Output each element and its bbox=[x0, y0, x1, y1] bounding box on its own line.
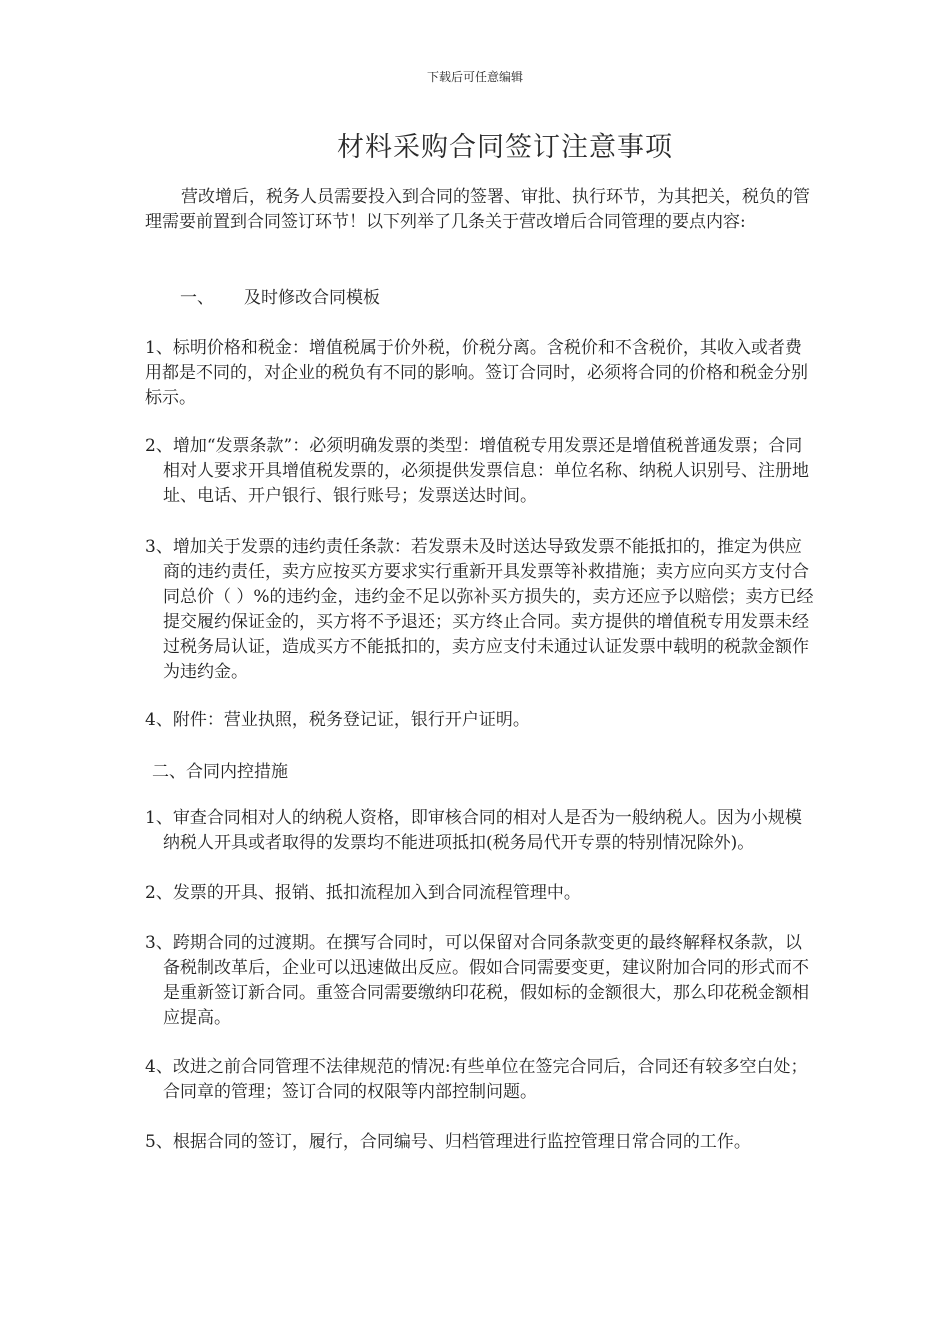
section-2-item-2: 2、发票的开具、报销、抵扣流程加入到合同流程管理中。 bbox=[145, 883, 581, 903]
document-title: 材料采购合同签订注意事项 bbox=[337, 132, 673, 163]
section-1-title: 及时修改合同模板 bbox=[244, 288, 380, 308]
section-2-heading: 二、合同内控措施 bbox=[152, 762, 288, 782]
section-1-number: 一、 bbox=[180, 288, 214, 308]
section-1-item-1: 1、标明价格和税金：增值税属于价外税，价税分离。含税价和不含税价，其收入或者费用都是不同的，对企业的税负有不同的影响。签订合同时，必须将合同的价格和税金分别标示。 bbox=[145, 338, 808, 408]
section-2-item-3: 3、跨期合同的过渡期。在撰写合同时，可以保留对合同条款变更的最终解释权条款，以备税制改革后，企业可以迅速做出反应。假如合同需要变更，建议附加合同的形式而不是重新签订新合同。重签合同需要缴纳印花税，假如标的金额很大，那么印花税金额相应提高。 bbox=[145, 933, 809, 1028]
header-note: 下载后可任意编辑 bbox=[426, 70, 523, 84]
section-2-item-1: 1、审查合同相对人的纳税人资格，即审核合同的相对人是否为一般纳税人。因为小规模纳税人开具或者取得的发票均不能进项抵扣(税务局代开专票的特别情况除外)。 bbox=[145, 808, 802, 853]
section-2-item-5: 5、根据合同的签订，履行，合同编号、归档管理进行监控管理日常合同的工作。 bbox=[145, 1132, 751, 1152]
section-1-item-2: 2、增加“发票条款”：必须明确发票的类型：增值税专用发票还是增值税普通发票；合同相对人要求开具增值税发票的，必须提供发票信息：单位名称、纳税人识别号、注册地址、电话、开户银行、银行账号；发票送达时间。 bbox=[145, 436, 809, 506]
section-2-item-4: 4、改进之前合同管理不法律规范的情况:有些单位在签完合同后，合同还有较多空白处；合同章的管理；签订合同的权限等内部控制问题。 bbox=[145, 1057, 808, 1102]
section-1-heading bbox=[180, 286, 380, 311]
section-1-item-4: 4、附件：营业执照，税务登记证，银行开户证明。 bbox=[145, 710, 530, 730]
section-1-item-3: 3、增加关于发票的违约责任条款：若发票未及时送达导致发票不能抵扣的，推定为供应商的违约责任，卖方应按买方要求实行重新开具发票等补救措施；卖方应向买方支付合同总价（ ）%的违约金，违约金不足以弥补买方损失的，卖方还应予以赔偿；卖方已经提交履约保证金的，买方将不予退还；买方终止合同。卖方提供的增值税专用发票未经过税务局认证，造成买方不能抵扣的，卖方应支付未通过认证发票中载明的税款金额作为违约金。 bbox=[145, 537, 814, 682]
intro-paragraph: 营改增后，税务人员需要投入到合同的签署、审批、执行环节，为其把关，税负的管理需要前置到合同签订环节！以下列举了几条关于营改增后合同管理的要点内容: bbox=[145, 187, 810, 232]
